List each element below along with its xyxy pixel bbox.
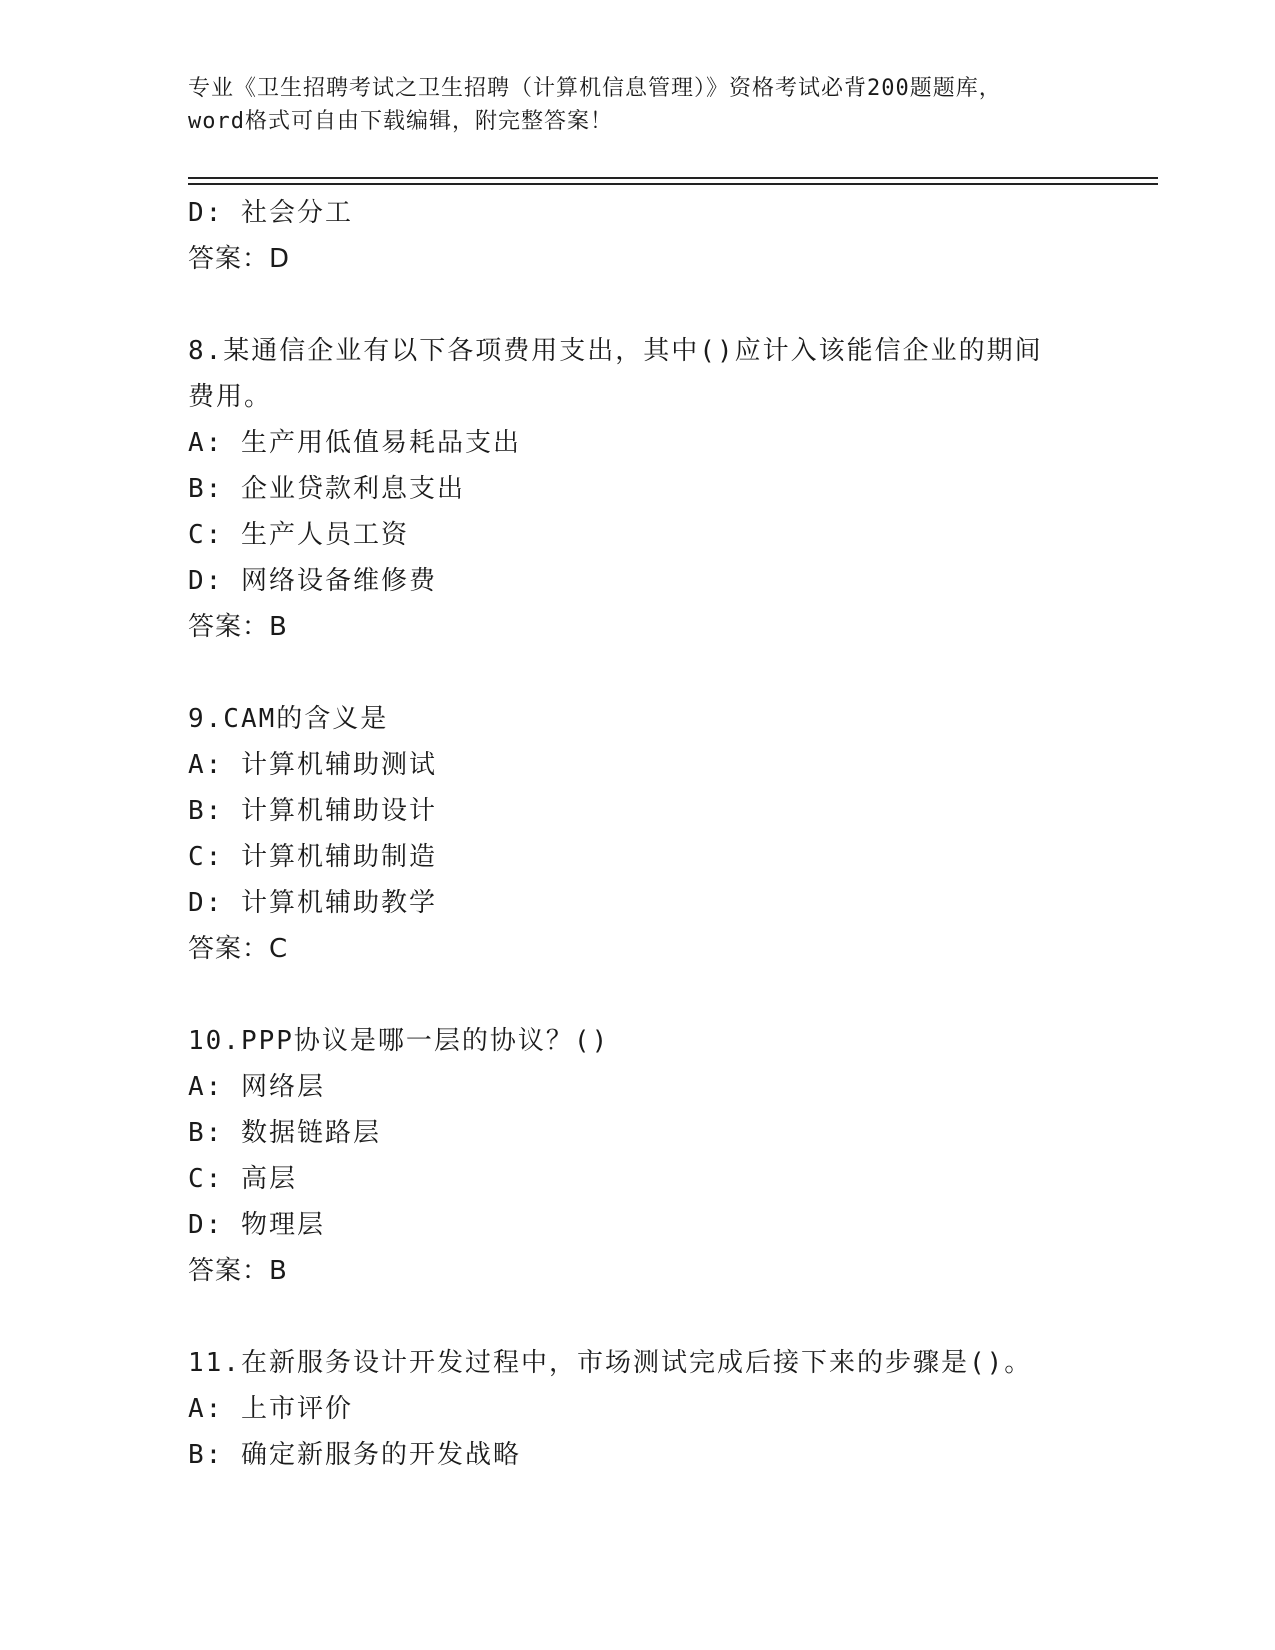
question-10-option-b: B: 数据链路层	[188, 1118, 381, 1148]
document-header	[188, 72, 1088, 138]
spacer	[188, 650, 1088, 696]
question-8-option-d: D: 网络设备维修费	[188, 566, 437, 596]
question-8-option-c: C: 生产人员工资	[188, 520, 409, 550]
question-9-text: 9.CAM的含义是	[188, 704, 389, 734]
question-8-text-line2: 费用。	[188, 382, 273, 412]
answer-line: 答案：D	[188, 244, 291, 274]
question-9-option-b: B: 计算机辅助设计	[188, 796, 437, 826]
question-10-option-d: D: 物理层	[188, 1210, 325, 1240]
question-10-answer: 答案：B	[188, 1256, 288, 1286]
option-d: D: 社会分工	[188, 198, 353, 228]
question-10-option-c: C: 高层	[188, 1164, 297, 1194]
spacer	[188, 972, 1088, 1018]
question-9-option-c: C: 计算机辅助制造	[188, 842, 437, 872]
header-divider-bottom	[188, 183, 1158, 185]
question-9-option-d: D: 计算机辅助教学	[188, 888, 437, 918]
question-11-option-a: A: 上市评价	[188, 1394, 353, 1424]
header-title-line1: 专业《卫生招聘考试之卫生招聘（计算机信息管理）》资格考试必背200题题库，	[188, 76, 1002, 101]
question-8-option-a: A: 生产用低值易耗品支出	[188, 428, 521, 458]
question-9-option-a: A: 计算机辅助测试	[188, 750, 437, 780]
spacer	[188, 1294, 1088, 1340]
question-list	[188, 190, 1088, 1478]
question-10-option-a: A: 网络层	[188, 1072, 325, 1102]
question-8-option-b: B: 企业贷款利息支出	[188, 474, 465, 504]
question-11-option-b: B: 确定新服务的开发战略	[188, 1440, 521, 1470]
question-11-text: 11.在新服务设计开发过程中，市场测试完成后接下来的步骤是()。	[188, 1348, 1033, 1378]
header-divider-top	[188, 177, 1158, 179]
question-9-answer: 答案：C	[188, 934, 289, 964]
header-title-line2: word格式可自由下载编辑，附完整答案！	[188, 109, 613, 134]
question-10-text: 10.PPP协议是哪一层的协议？()	[188, 1026, 610, 1056]
question-8-answer: 答案：B	[188, 612, 288, 642]
question-8-text-line1: 8.某通信企业有以下各项费用支出，其中()应计入该能信企业的期间	[188, 336, 1043, 366]
spacer	[188, 282, 1088, 328]
